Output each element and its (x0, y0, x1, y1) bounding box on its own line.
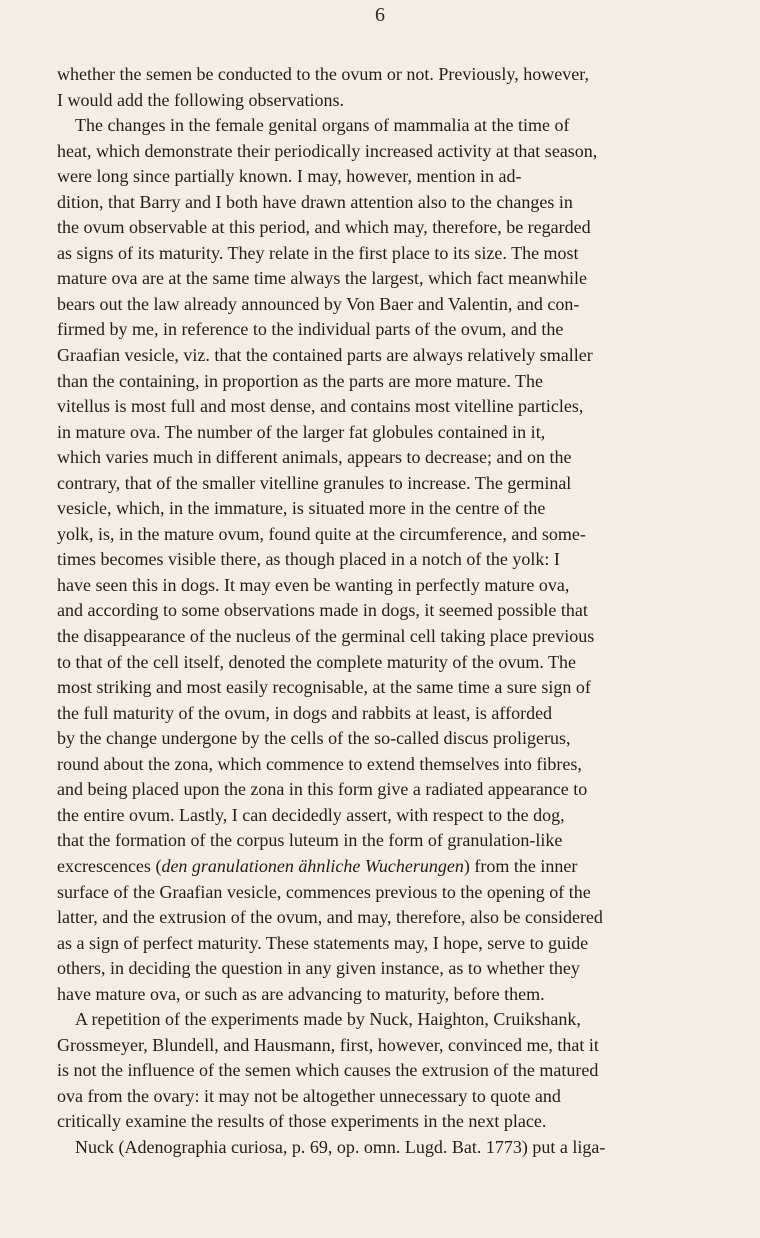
text-line: vesicle, which, in the immature, is situated more in the centre of the (57, 498, 546, 519)
text-line: and being placed upon the zona in this form give a radiated appearance to (57, 779, 588, 800)
text-line: the disappearance of the nucleus of the germinal cell taking place previous (57, 626, 595, 647)
text-segment: excrescences (57, 855, 156, 876)
text-line: Graafian vesicle, viz. that the contained parts are always relatively smaller (57, 345, 593, 366)
text-line: surface of the Graafian vesicle, commences previous to the opening of the (57, 881, 591, 902)
paragraph-4 (57, 1135, 708, 1161)
text-line: whether the semen be conducted to the ovum or not. Previously, however, (57, 64, 589, 84)
text-line: dition, that Barry and I both have drawn attention also to the changes in (57, 191, 573, 212)
text-line: I would add the following observations. (57, 89, 344, 110)
text-line: the entire ovum. Lastly, I can decidedly assert, with respect to the dog, (57, 804, 565, 825)
text-line: critically examine the results of those experiments in the next place. (57, 1111, 547, 1132)
paragraph-2 (57, 113, 708, 1007)
text-line: contrary, that of the smaller vitelline granules to increase. The germinal (57, 472, 572, 493)
text-line: have mature ova, or such as are advancing to maturity, before them. (57, 983, 545, 1004)
text-line: Nuck (Adenographia curiosa, p. 69, op. omn. Lugd. Bat. 1773) put a liga- (75, 1136, 606, 1157)
text-line: and according to some observations made in dogs, it seemed possible that (57, 600, 588, 621)
german-phrase: den granulationen ähnliche Wucherungen (161, 855, 464, 876)
text-line: as signs of its maturity. They relate in the first place to its size. The most (57, 242, 579, 263)
text-line: mature ova are at the same time always the largest, which fact meanwhile (57, 268, 587, 289)
text-line: by the change undergone by the cells of the so-called discus proligerus, (57, 728, 571, 749)
body-text (57, 62, 708, 1161)
paragraph-1 (57, 62, 708, 113)
paragraph-3 (57, 1007, 708, 1135)
text-line: in mature ova. The number of the larger fat globules contained in it, (57, 421, 546, 442)
text-line: have seen this in dogs. It may even be wanting in perfectly mature ova, (57, 574, 570, 595)
text-line: yolk, is, in the mature ovum, found quite at the circumference, and some- (57, 523, 586, 544)
text-line: times becomes visible there, as though placed in a notch of the yolk: I (57, 549, 560, 570)
text-line: latter, and the extrusion of the ovum, and may, therefore, also be considered (57, 907, 603, 928)
text-line: bears out the law already announced by Von Baer and Valentin, and con- (57, 293, 580, 314)
text-line: Grossmeyer, Blundell, and Hausmann, first, however, convinced me, that it (57, 1034, 599, 1055)
text-line: ova from the ovary: it may not be altogether unnecessary to quote and (57, 1085, 561, 1106)
text-line: as a sign of perfect maturity. These statements may, I hope, serve to guide (57, 932, 589, 953)
page-number: 6 (375, 4, 385, 26)
text-line: excrescences (den granulationen ähnliche Wucherungen) from the inner (57, 855, 578, 876)
text-line: A repetition of the experiments made by Nuck, Haighton, Cruikshank, (75, 1009, 581, 1030)
text-line: round about the zona, which commence to extend themselves into fibres, (57, 753, 582, 774)
text-line: firmed by me, in reference to the individual parts of the ovum, and the (57, 319, 564, 340)
text-line: were long since partially known. I may, however, mention in ad- (57, 166, 522, 187)
text-segment: from the inner (469, 855, 578, 876)
text-line: is not the influence of the semen which causes the extrusion of the matured (57, 1060, 599, 1081)
text-line: others, in deciding the question in any given instance, as to whether they (57, 958, 580, 979)
text-line: The changes in the female genital organs of mammalia at the time of (75, 115, 570, 136)
text-line: most striking and most easily recognisable, at the same time a sure sign of (57, 677, 591, 698)
text-line: that the formation of the corpus luteum in the form of granulation-like (57, 830, 563, 851)
text-line: than the containing, in proportion as the parts are more mature. The (57, 370, 544, 391)
text-line: vitellus is most full and most dense, and contains most vitelline particles, (57, 396, 584, 417)
text-line: which varies much in different animals, appears to decrease; and on the (57, 447, 572, 468)
text-line: the full maturity of the ovum, in dogs and rabbits at least, is afforded (57, 702, 553, 723)
text-line: heat, which demonstrate their periodically increased activity at that season, (57, 140, 598, 161)
text-line: to that of the cell itself, denoted the complete maturity of the ovum. The (57, 651, 577, 672)
text-line: the ovum observable at this period, and which may, therefore, be regarded (57, 217, 591, 238)
